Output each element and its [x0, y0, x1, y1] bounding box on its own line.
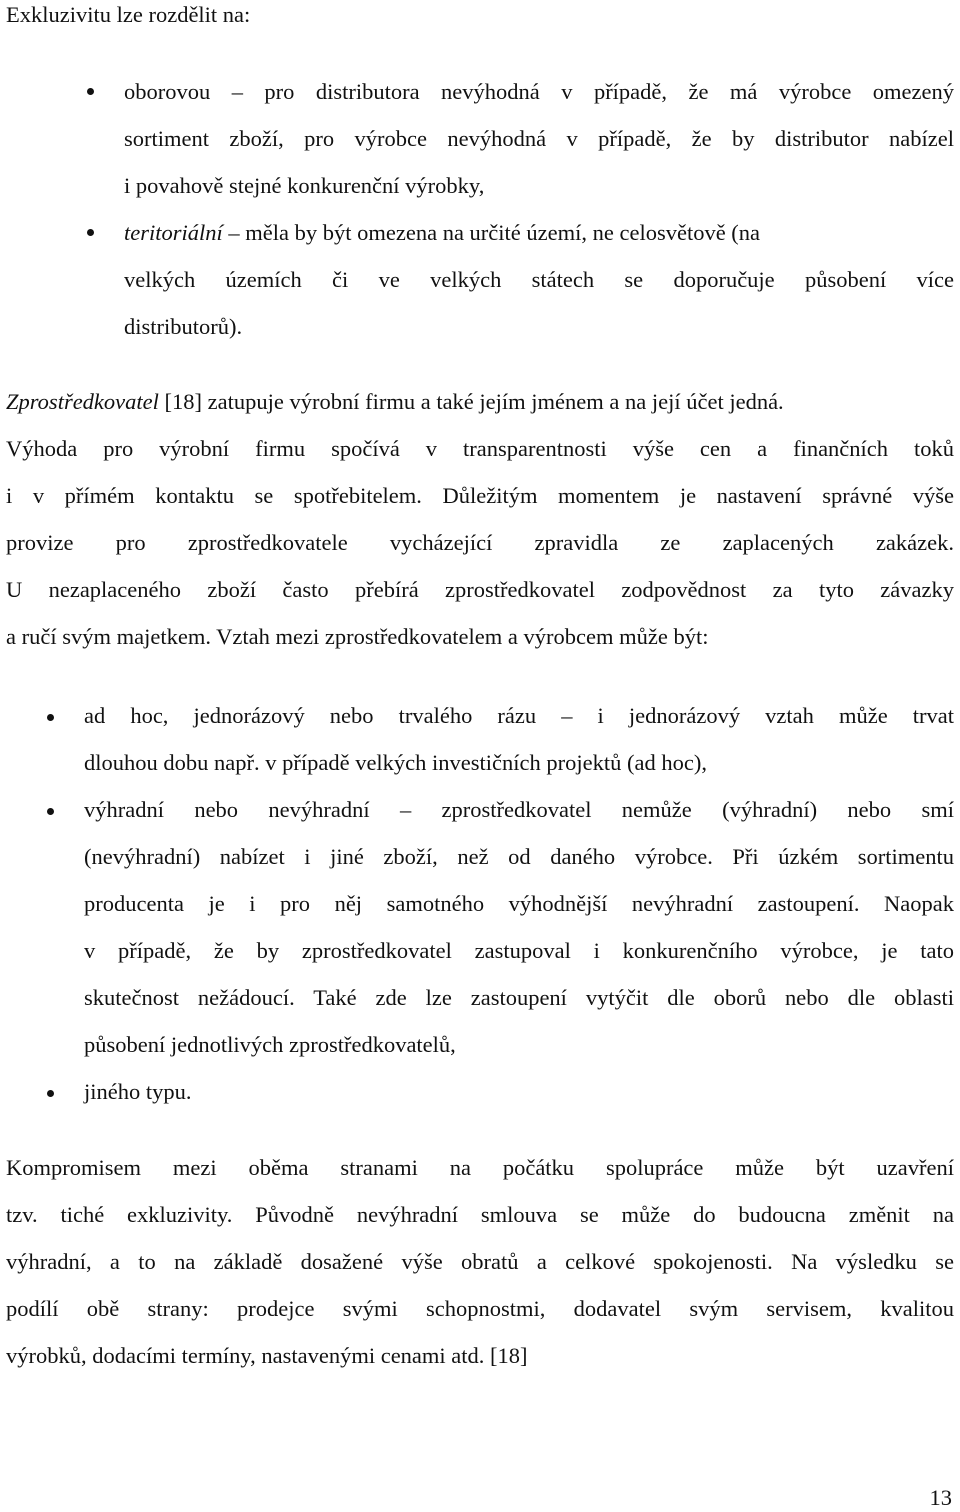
- list-item-line: v případě, že by zprostředkovatel zastupoval i konkurenčního výrobce, je tato: [84, 938, 954, 963]
- paragraph-line: U nezaplaceného zboží často přebírá zprostředkovatel zodpovědnost za tyto závazky: [6, 577, 954, 602]
- list-item-line: [124, 218, 954, 248]
- paragraph-line: výrobků, dodacími termíny, nastavenými cenami atd. [18]: [6, 1343, 528, 1368]
- list-item-line: distributorů).: [124, 314, 243, 339]
- list-item-line: dlouhou dobu např. v případě velkých investičních projektů (ad hoc),: [84, 750, 707, 775]
- paragraph-line: provize pro zprostředkovatele vycházející zpravidla ze zaplacených zakázek.: [6, 530, 954, 555]
- paragraph-line: i v přímém kontaktu se spotřebitelem. Důležitým momentem je nastavení správné výše: [6, 483, 954, 508]
- list-item-line: i povahově stejné konkurenční výrobky,: [124, 173, 485, 198]
- bullet-icon: [47, 808, 54, 815]
- list-item-line: sortiment zboží, pro výrobce nevýhodná v případě, že by distributor nabízel: [124, 126, 954, 151]
- page-number: 13: [929, 1485, 952, 1510]
- bullet-icon: [87, 229, 94, 236]
- paragraph-text: [18] zatupuje výrobní firmu a také jejím jménem a na její účet jedná.: [158, 389, 784, 414]
- term-territorial: teritoriální: [124, 220, 223, 245]
- paragraph-line: Kompromisem mezi oběma stranami na počátku spolupráce může být uzavření: [6, 1155, 954, 1180]
- paragraph-line: a ručí svým majetkem. Vztah mezi zprostředkovatelem a výrobcem může být:: [6, 624, 709, 649]
- list-item-text: – měla by být omezena na určité území, ne celosvětově (na: [222, 220, 761, 245]
- bullet-icon: [47, 714, 54, 721]
- intro-text: Exkluzivitu lze rozdělit na:: [6, 2, 251, 27]
- list-item-line: ad hoc, jednorázový nebo trvalého rázu – i jednorázový vztah může trvat: [84, 703, 954, 728]
- list-item-line: (nevýhradní) nabízet i jiné zboží, než od daného výrobce. Při úzkém sortimentu: [84, 844, 954, 869]
- list-item-line: působení jednotlivých zprostředkovatelů,: [84, 1032, 456, 1057]
- list-item-line: oborovou – pro distributora nevýhodná v případě, že má výrobce omezený: [124, 79, 954, 104]
- paragraph-line: tzv. tiché exkluzivity. Původně nevýhradní smlouva se může do budoucna změnit na: [6, 1202, 954, 1227]
- term-intermediary: Zprostředkovatel: [6, 389, 159, 414]
- paragraph-line: výhradní, a to na základě dosažené výše obratů a celkové spokojenosti. Na výsledku se: [6, 1249, 954, 1274]
- paragraph-line: [6, 387, 954, 417]
- paragraph-line: podílí obě strany: prodejce svými schopnostmi, dodavatel svým servisem, kvalitou: [6, 1296, 954, 1321]
- list-item-line: výhradní nebo nevýhradní – zprostředkovatel nemůže (výhradní) nebo smí: [84, 797, 954, 822]
- list-item-line: velkých územích či ve velkých státech se doporučuje působení více: [124, 267, 954, 292]
- bullet-icon: [87, 88, 94, 95]
- list-item-line: producenta je i pro něj samotného výhodnější nevýhradní zastoupení. Naopak: [84, 891, 954, 916]
- list-item-line: skutečnost nežádoucí. Také zde lze zastoupení vytýčit dle oborů nebo dle oblasti: [84, 985, 954, 1010]
- list-item-line: jiného typu.: [84, 1079, 192, 1104]
- paragraph-line: Výhoda pro výrobní firmu spočívá v transparentnosti výše cen a finančních toků: [6, 436, 954, 461]
- bullet-icon: [47, 1090, 54, 1097]
